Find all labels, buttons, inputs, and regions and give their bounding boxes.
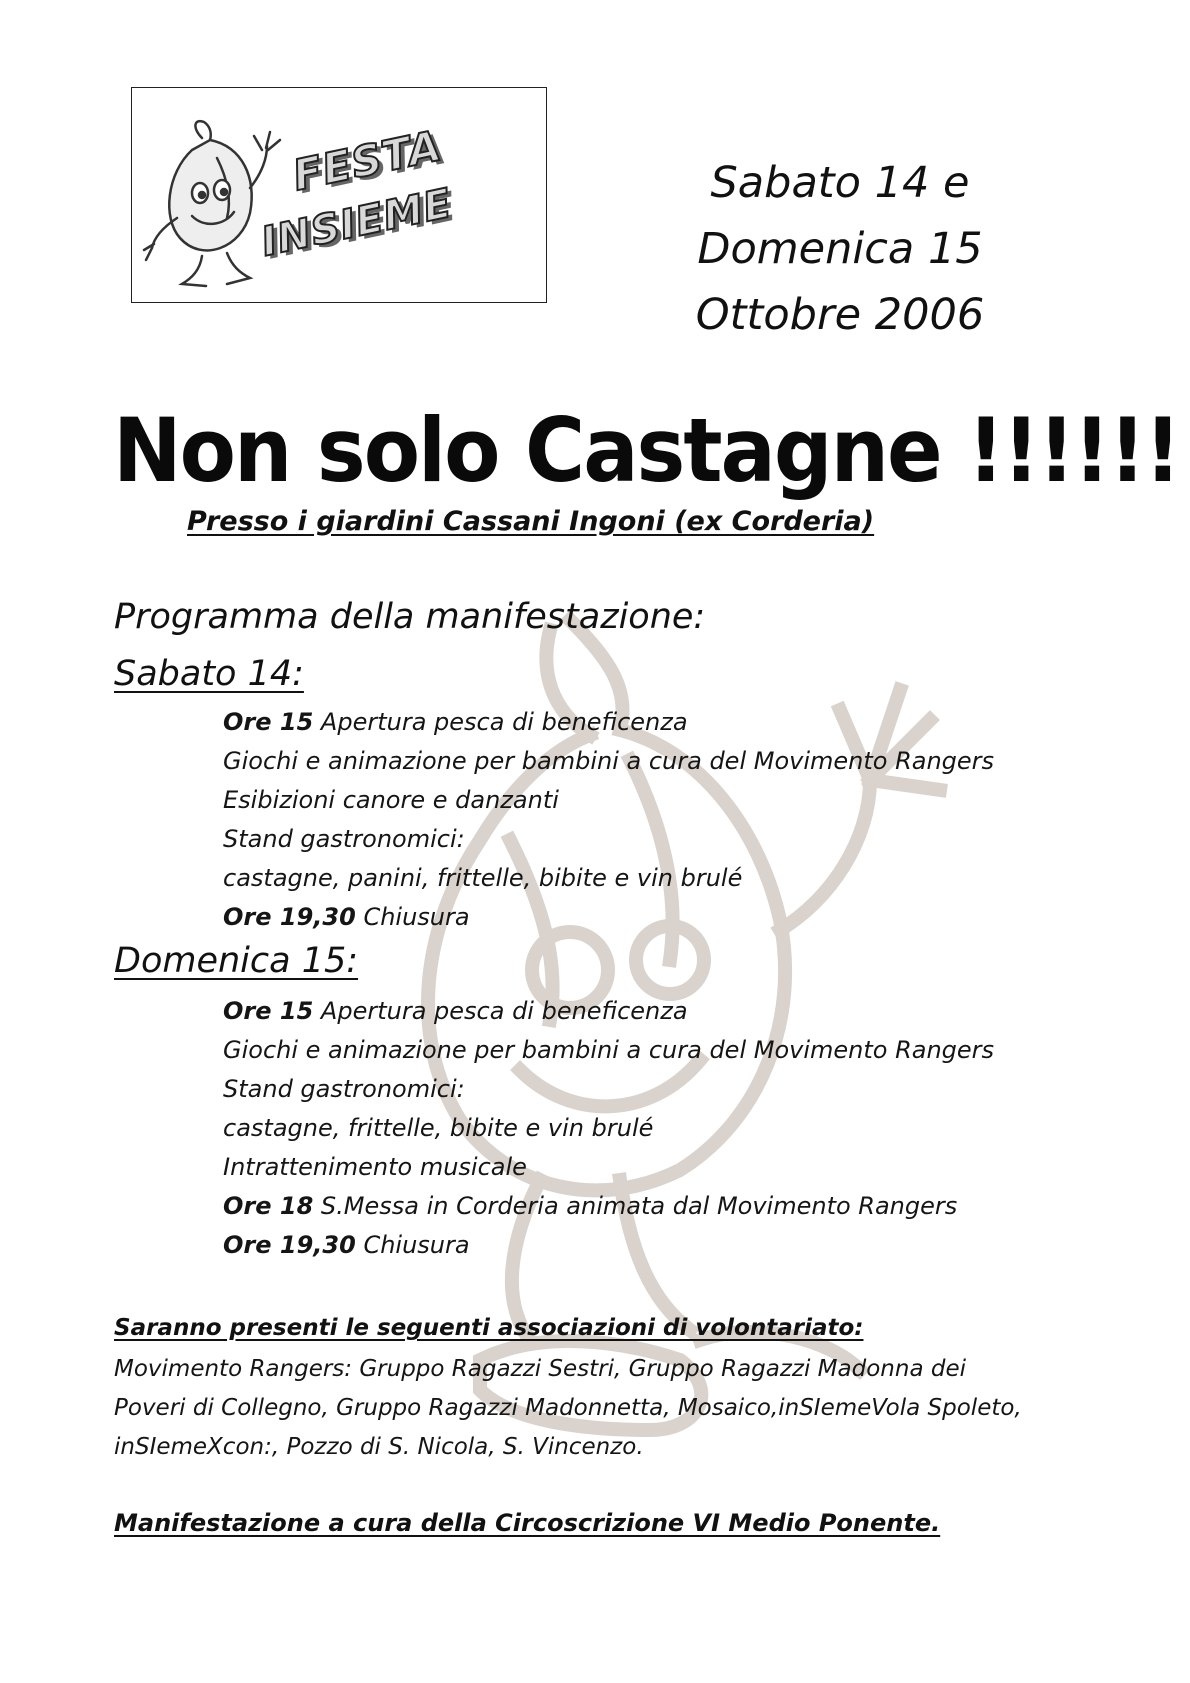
associations-list	[114, 1350, 1074, 1467]
list-item	[223, 992, 994, 1031]
associations-line: Movimento Rangers: Gruppo Ragazzi Sestri, Gruppo Ragazzi Madonna dei	[114, 1356, 966, 1382]
associations-line: Poveri di Collegno, Gruppo Ragazzi Madonnetta, Mosaico,inSIemeVola Spoleto,	[114, 1395, 1022, 1421]
list-item	[223, 1109, 994, 1148]
page-title: Non solo Castagne !!!!!!	[113, 400, 1180, 503]
item-text: Chiusura	[363, 903, 470, 931]
list-item	[223, 1187, 994, 1226]
organizer-footer: Manifestazione a cura della Circoscrizione VI Medio Ponente.	[114, 1509, 941, 1537]
sunday-heading: Domenica 15:	[114, 941, 359, 981]
list-item	[223, 781, 994, 820]
item-text: Chiusura	[363, 1231, 470, 1259]
chestnut-mascot-icon	[132, 88, 548, 304]
associations-heading: Saranno presenti le seguenti associazioni di volontariato:	[114, 1315, 864, 1341]
logo-word-insieme: INSIEME	[257, 180, 457, 266]
list-item	[223, 1226, 994, 1265]
date-line-1: Sabato 14 e	[710, 158, 970, 208]
event-dates	[620, 150, 1060, 348]
item-text: Intrattenimento musicale	[223, 1153, 527, 1181]
list-item	[223, 703, 994, 742]
item-text: Giochi e animazione per bambini a cura del Movimento Rangers	[223, 747, 995, 775]
list-item	[223, 820, 994, 859]
associations-line: inSIemeXcon:, Pozzo di S. Nicola, S. Vincenzo.	[114, 1434, 644, 1460]
item-time: Ore 18	[223, 1192, 314, 1220]
sunday-programme-list	[223, 992, 994, 1265]
list-item	[223, 1070, 994, 1109]
item-time: Ore 19,30	[223, 903, 356, 931]
list-item	[223, 1031, 994, 1070]
item-time: Ore 15	[223, 708, 314, 736]
programme-heading: Programma della manifestazione:	[114, 597, 706, 637]
list-item	[223, 742, 994, 781]
item-text: Apertura pesca di beneficenza	[320, 708, 688, 736]
date-line-3: Ottobre 2006	[695, 290, 985, 340]
item-text: Apertura pesca di beneficenza	[320, 997, 688, 1025]
item-text: castagne, frittelle, bibite e vin brulé	[223, 1114, 654, 1142]
item-text: castagne, panini, frittelle, bibite e vin brulé	[223, 864, 743, 892]
item-time: Ore 15	[223, 997, 314, 1025]
item-text: Stand gastronomici:	[223, 825, 465, 853]
event-location: Presso i giardini Cassani Ingoni (ex Corderia)	[187, 506, 875, 537]
item-text: Stand gastronomici:	[223, 1075, 465, 1103]
date-line-2: Domenica 15	[697, 224, 983, 274]
list-item	[223, 898, 994, 937]
item-text: Giochi e animazione per bambini a cura del Movimento Rangers	[223, 1036, 995, 1064]
saturday-programme-list	[223, 703, 994, 937]
item-text: S.Messa in Corderia animata dal Movimento Rangers	[320, 1192, 958, 1220]
saturday-heading: Sabato 14:	[114, 654, 304, 694]
festa-insieme-logo	[131, 87, 547, 303]
logo-word-festa: FESTA	[288, 120, 446, 201]
item-time: Ore 19,30	[223, 1231, 356, 1259]
list-item	[223, 1148, 994, 1187]
list-item	[223, 859, 994, 898]
item-text: Esibizioni canore e danzanti	[223, 786, 559, 814]
